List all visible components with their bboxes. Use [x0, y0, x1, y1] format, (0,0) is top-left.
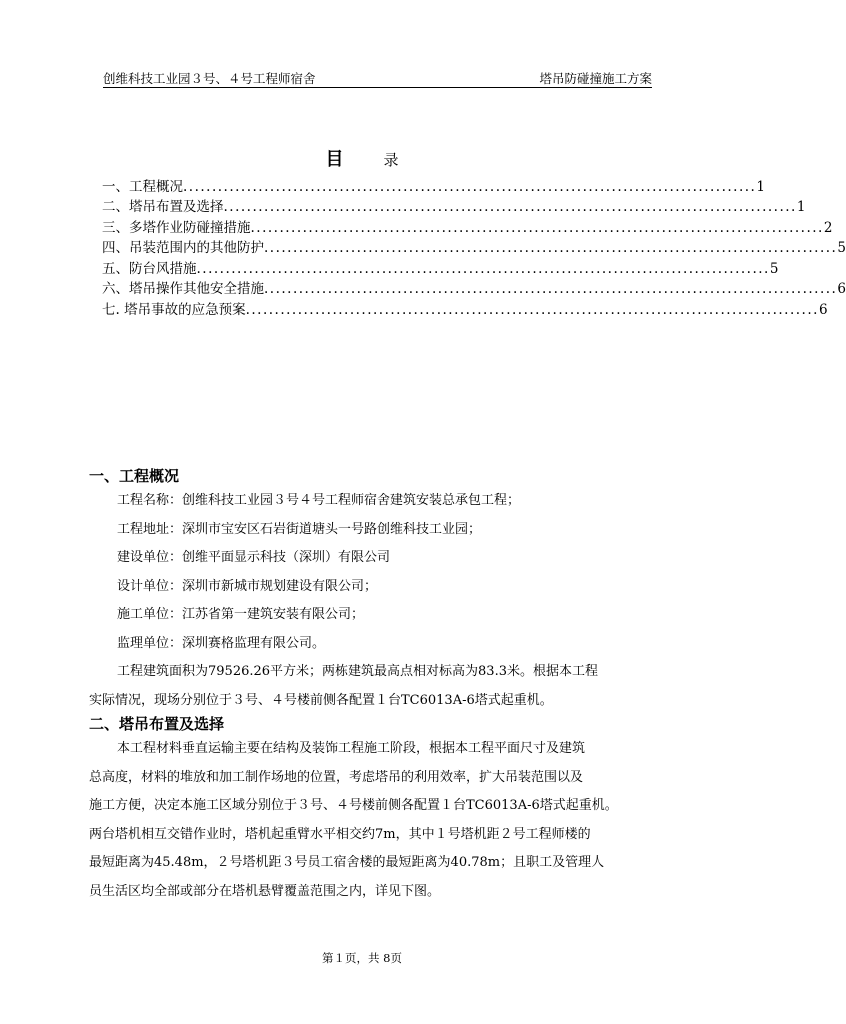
toc-item-label: 二、塔吊布置及选择 — [102, 199, 224, 215]
paragraph-line: 本工程材料垂直运输主要在结构及装饰工程施工阶段，根据本工程平面尺寸及建筑 — [117, 741, 586, 756]
header-right-title: 塔吊防碰撞施工方案 — [539, 71, 652, 86]
table-of-contents — [102, 176, 846, 320]
toc-leader: ................................................................................................... — [196, 260, 770, 277]
toc-item-page: 5 — [837, 240, 846, 256]
paragraph-line: 施工方便，决定本施工区域分别位于３号、４号楼前侧各配置１台TC6013A-6塔式起重机。 — [89, 798, 618, 813]
supervisor-line: 监理单位：深圳赛格监理有限公司。 — [117, 635, 326, 651]
toc-leader: ................................................................................................... — [250, 219, 824, 236]
toc-item[interactable] — [102, 238, 846, 259]
page-footer: 第１页，共 8页 — [322, 951, 402, 965]
toc-item[interactable] — [102, 217, 833, 238]
paragraph-line: 实际情况，现场分别位于３号、４号楼前侧各配置１台TC6013A-6塔式起重机。 — [89, 692, 553, 708]
toc-item[interactable] — [102, 176, 765, 197]
designer-line: 设计单位：深圳市新城市规划建设有限公司； — [117, 578, 378, 594]
toc-leader: ................................................................................................... — [245, 301, 819, 318]
paragraph-line: 总高度，材料的堆放和加工制作场地的位置，考虑塔吊的利用效率，扩大吊装范围以及 — [89, 769, 584, 785]
paragraph-line: 最短距离为45.48m，２号塔机距３号员工宿舍楼的最短距离为40.78m；且职工及管理人 — [89, 855, 605, 870]
toc-item-page: 1 — [796, 199, 806, 215]
toc-title — [0, 145, 724, 171]
toc-item[interactable] — [102, 258, 779, 279]
paragraph-line: 员生活区均全部或部分在塔机悬臂覆盖范围之内，详见下图。 — [89, 883, 441, 899]
section-1-body — [89, 487, 657, 715]
header-left-title: 创维科技工业园３号、４号工程师宿舍 — [103, 71, 316, 86]
section-2-heading: 二、塔吊布置及选择 — [89, 715, 225, 733]
page-header — [103, 69, 652, 88]
contractor-line: 施工单位：江苏省第一建筑安装有限公司； — [117, 607, 365, 622]
toc-leader: ................................................................................................... — [183, 178, 757, 195]
project-name-line: 工程名称：创维科技工业园３号４号工程师宿舍建筑安装总承包工程； — [117, 493, 521, 508]
toc-item-page: 2 — [823, 219, 833, 236]
toc-item-page: 5 — [769, 260, 779, 277]
toc-leader: ................................................................................................... — [264, 240, 838, 256]
toc-leader: ................................................................................................... — [223, 199, 797, 215]
toc-item-label: 四、吊装范围内的其他防护 — [102, 240, 264, 256]
toc-item-label: 七. 塔吊事故的应急预案 — [102, 301, 246, 318]
toc-item[interactable] — [102, 299, 828, 320]
toc-leader: ................................................................................................... — [264, 281, 838, 297]
toc-item-page: 6 — [818, 301, 828, 318]
toc-item-label: 一、工程概况 — [102, 178, 183, 195]
toc-item-page: 6 — [837, 281, 846, 297]
paragraph-line: 工程建筑面积为79526.26平方米；两栋建筑最高点相对标高为83.3米。根据本工程 — [117, 664, 598, 679]
toc-item-label: 五、防台风措施 — [102, 260, 197, 277]
toc-item[interactable] — [102, 197, 806, 218]
project-address-line: 工程地址：深圳市宝安区石岩街道塘头一号路创维科技工业园； — [117, 521, 482, 537]
toc-item-label: 三、多塔作业防碰撞措施 — [102, 219, 251, 236]
toc-item-label: 六、塔吊操作其他安全措施 — [102, 281, 264, 297]
section-2-body — [89, 735, 657, 906]
owner-line: 建设单位：创维平面显示科技（深圳）有限公司 — [117, 550, 391, 565]
toc-item[interactable] — [102, 279, 846, 300]
toc-title-char-2: 录 — [383, 151, 399, 169]
paragraph-line: 两台塔机相互交错作业时，塔机起重臂水平相交约7m，其中１号塔机距２号工程师楼的 — [89, 826, 591, 842]
toc-title-char-1: 目 — [325, 149, 344, 170]
section-1-heading: 一、工程概况 — [89, 467, 180, 485]
toc-item-page: 1 — [756, 178, 765, 195]
